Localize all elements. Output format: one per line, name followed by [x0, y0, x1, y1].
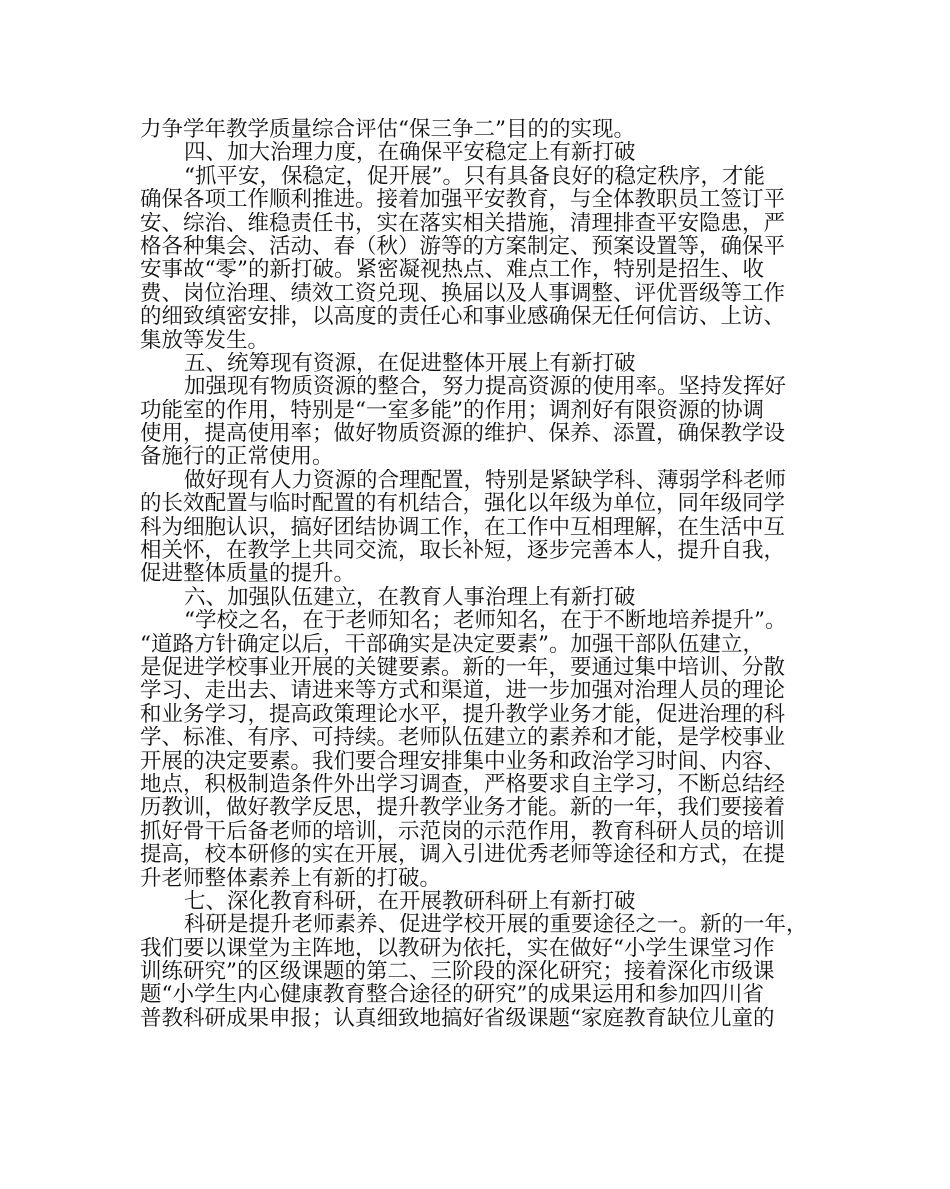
text-line: 历教训，做好教学反思，提升教学业务才能。新的一年，我们要接着	[140, 796, 786, 820]
paragraph-start: 做好现有人力资源的合理配置，特别是紧缺学科、薄弱学科老师	[184, 468, 787, 493]
text-line: 开展的决定要素。我们要合理安排集中业务和政治学习时间、内容、	[140, 749, 786, 773]
text-line: 训练研究”的区级课题的第二、三阶段的深化研究；接着深化市级课	[140, 960, 775, 984]
text-line: 抓好骨干后备老师的培训，示范岗的示范作用，教育科研人员的培训	[140, 819, 786, 844]
paragraph-start: “抓平安，保稳定，促开展”。只有具备良好的稳定秩序，才能	[184, 164, 765, 189]
paragraph-start: 加强现有物质资源的整合，努力提高资源的使用率。坚持发挥好	[184, 375, 787, 399]
text-line: 备施行的正常使用。	[140, 445, 334, 469]
text-line: 题“小学生内心健康教育整合途径的研究”的成果运用和参加四川省	[140, 983, 764, 1007]
text-line: 是促进学校事业开展的关键要素。新的一年，要通过集中培训、分散	[140, 655, 786, 680]
document-page	[140, 118, 830, 1030]
text-line: 功能室的作用，特别是“一室多能”的作用；调剂好有限资源的协调	[140, 398, 764, 423]
text-line: 地点，积极制造条件外出学习调查，严格要求自主学习，不断总结经	[140, 772, 786, 797]
text-line: 使用，提高使用率；做好物质资源的维护、保养、添置，确保教学设	[140, 422, 786, 446]
text-line: 升老师整体素养上有新的打破。	[140, 866, 442, 890]
text-line: 普教科研成果申报；认真细致地搞好省级课题“家庭教育缺位儿童的	[140, 1006, 775, 1031]
text-line: 和业务学习，提高政策理论水平，提升教学业务才能，促进治理的科	[140, 702, 786, 727]
text-line: 集放等发生。	[140, 328, 270, 352]
text-line: 促进整体质量的提升。	[140, 562, 356, 586]
text-line: 的长效配置与临时配置的有机结合，强化以年级为单位，同年级同学	[140, 492, 786, 516]
text-line: 力争学年教学质量综合评估“保三争二”目的的实现。	[140, 118, 635, 142]
text-line: 科为细胞认识，搞好团结协调工作，在工作中互相理解，在生活中互	[140, 515, 786, 540]
text-line: “道路方针确定以后，干部确实是决定要素”。加强干部队伍建立，	[140, 632, 764, 656]
text-line: 相关怀，在教学上共同交流，取长补短，逐步完善本人，提升自我，	[140, 539, 786, 563]
section-heading-7: 七、深化教育科研，在开展教研科研上有新打破	[184, 889, 636, 914]
text-line: 安、综治、维稳责任书，实在落实相关措施，清理排查平安隐患，严	[140, 211, 786, 235]
section-heading-5: 五、统筹现有资源，在促进整体开展上有新打破	[184, 351, 636, 376]
text-line: 格各种集会、活动、春（秋）游等的方案制定、预案设置等，确保平	[140, 234, 786, 259]
paragraph-start: “学校之名，在于老师知名；老师知名，在于不断地培养提升”。	[184, 609, 787, 633]
section-heading-6: 六、加强队伍建立，在教育人事治理上有新打破	[184, 585, 636, 610]
text-line: 学习、走出去、请进来等方式和渠道，进一步加强对治理人员的理论	[140, 679, 786, 703]
section-heading-4: 四、加大治理力度，在确保平安稳定上有新打破	[184, 141, 636, 165]
paragraph-start: 科研是提升老师素养、促进学校开展的重要途径之一。新的一年，	[184, 913, 808, 937]
text-line: 费、岗位治理、绩效工资兑现、换届以及人事调整、评优晋级等工作	[140, 281, 786, 306]
text-line: 安事故“零”的新打破。紧密凝视热点、难点工作，特别是招生、收	[140, 258, 764, 282]
text-line: 确保各项工作顺利推进。接着加强平安教育，与全体教职员工签订平	[140, 188, 786, 212]
text-line: 学、标准、有序、可持续。老师队伍建立的素养和才能，是学校事业	[140, 726, 786, 750]
text-line: 的细致缜密安排，以高度的责任心和事业感确保无任何信访、上访、	[140, 305, 786, 329]
text-line: 我们要以课堂为主阵地，以教研为依托，实在做好“小学生课堂习作	[140, 936, 775, 961]
text-line: 提高，校本研修的实在开展，调入引进优秀老师等途径和方式，在提	[140, 843, 786, 867]
